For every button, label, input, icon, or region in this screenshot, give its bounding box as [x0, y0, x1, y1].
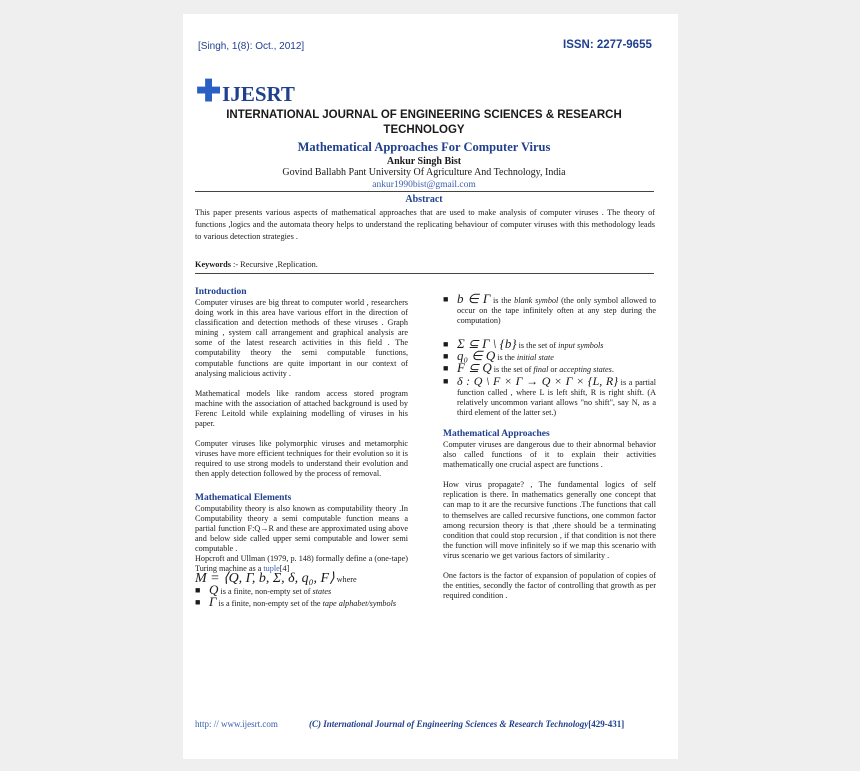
intro-heading: Introduction — [195, 287, 247, 297]
divider — [195, 191, 654, 192]
intro-paragraph: Computer viruses like polymorphic viruses and metamorphic viruses have more efficient techniques for their evolution so it is required to use strong models to understand their evolution and then apply detection followed by the process of removal. — [195, 439, 408, 479]
tuple-definition: M = ⟨Q, Γ, b, Σ, δ, q₀, F⟩ where — [195, 571, 357, 587]
approaches-paragraph: Computer viruses are dangerous due to their abnormal behavior also called functions of it to explain their activities mathematically one crucial aspect are functions . — [443, 439, 656, 470]
bullet-icon: ■ — [443, 339, 449, 350]
journal-title: INTERNATIONAL JOURNAL OF ENGINEERING SCIENCES & RESEARCH TECHNOLOGY — [226, 109, 622, 136]
approaches-paragraph: One factors is the factor of expansion of population of copies of the entities, secondly the factor of controlling that growth as per required condition . — [443, 570, 656, 601]
tuple-link[interactable]: tuple — [263, 564, 280, 574]
bullet-icon: ■ — [443, 375, 449, 386]
journal-logo — [196, 77, 295, 107]
footer-copyright: (C) International Journal of Engineering Sciences & Research Technology[429-431] — [309, 719, 625, 729]
list-item: ■ Γ is a finite, non-empty set of the tape alphabet/symbols — [195, 594, 397, 610]
list-item: ■ Q is a finite, non-empty set of states — [195, 582, 332, 598]
approaches-heading: Mathematical Approaches — [443, 428, 550, 439]
abstract-text: This paper presents various aspects of mathematical approaches that are used to make analysis of computer viruses . The theory of functions ,logics and the automata theory helps to understand the replicating behaviour of computer viruses with this methodology leads to various detection strategies . — [195, 208, 655, 241]
intro-paragraph: Computer viruses are big threat to computer world , researchers doing work in this area have various effort in the direction of classification and detection methods of these viruses . Graph mining , system call arrangement and graphical analysis are some of the latest research activities in this field . The computability theory the semi computable functions, computable functions are quite important in our context of analysing malicious activity . — [195, 298, 408, 378]
list-item: ■ F ⊆ Q is the set of final or accepting states. — [443, 360, 614, 376]
keywords-line: Keywords :- Recursive ,Replication. — [195, 260, 318, 269]
list-item: ■ δ : Q \ F × Γ → Q × Γ × {L, R} is a partial function called , where L is left shift, R is right shift. (A relatively uncommon variant allows "no shift", say N, as a third element of the latter set.) — [443, 373, 656, 417]
divider — [195, 273, 654, 274]
elements-paragraph: Hopcroft and Ullman (1979, p. 148) formally define a (one-tape) Turing machine as a tuple[4] — [195, 553, 408, 574]
author-affiliation: Govind Ballabh Pant University Of Agriculture And Technology, India — [282, 167, 566, 178]
abstract-heading: Abstract — [405, 194, 443, 205]
bullet-icon: ■ — [443, 363, 449, 374]
bullet-icon: ■ — [195, 597, 201, 608]
approaches-paragraph: How virus propagate? , The fundamental logics of self replication is there. In mathematics generally one concept that can map to it are the recursive functions .The functions that call to themselves are called recursive functions, one common factor among recursion theory is that ,there should be a terminating condition that could stop recursion , if that condition is not there the function will move infinitely so if we map this scenario with virus scenario we get various factors of similarity . — [443, 480, 656, 560]
elements-paragraph: Computability theory is also known as computability theory .In Computability theory a semi computable function means a partial function F:Q→R and these are approximated using above and below side called upper semi computable and lower semi computable . — [195, 503, 408, 553]
paper-title: Mathematical Approaches For Computer Virus — [297, 140, 551, 154]
author-email-link[interactable]: ankur1990bist@gmail.com — [372, 180, 476, 190]
intro-paragraph: Mathematical models like random access stored program machine with the association of attached background is used by Ferenc Leitold while explaining modelling of viruses in his paper. — [195, 388, 408, 429]
bullet-icon: ■ — [443, 294, 449, 304]
left-column — [195, 286, 408, 609]
right-column — [443, 291, 656, 601]
footer-url-link[interactable]: http: // www.ijesrt.com — [195, 719, 278, 729]
list-item: ■ q₀ ∈ Q is the initial state — [443, 348, 554, 364]
elements-heading: Mathematical Elements — [195, 492, 292, 503]
bullet-icon: ■ — [195, 585, 201, 596]
issn-header: ISSN: 2277-9655 — [563, 39, 652, 51]
citation-header: [Singh, 1(8): Oct., 2012] — [198, 41, 305, 52]
list-item: ■ b ∈ Γ is the blank symbol (the only symbol allowed to occur on the tape infinitely often at any step during the computation) — [443, 291, 656, 326]
cross-icon: ✚ — [196, 75, 222, 108]
logo-text: IJESRT — [222, 82, 295, 106]
author-name: Ankur Singh Bist — [386, 156, 462, 167]
list-item: ■ Σ ⊆ Γ \ {b} is the set of input symbols — [443, 336, 604, 352]
bullet-icon: ■ — [443, 351, 449, 362]
